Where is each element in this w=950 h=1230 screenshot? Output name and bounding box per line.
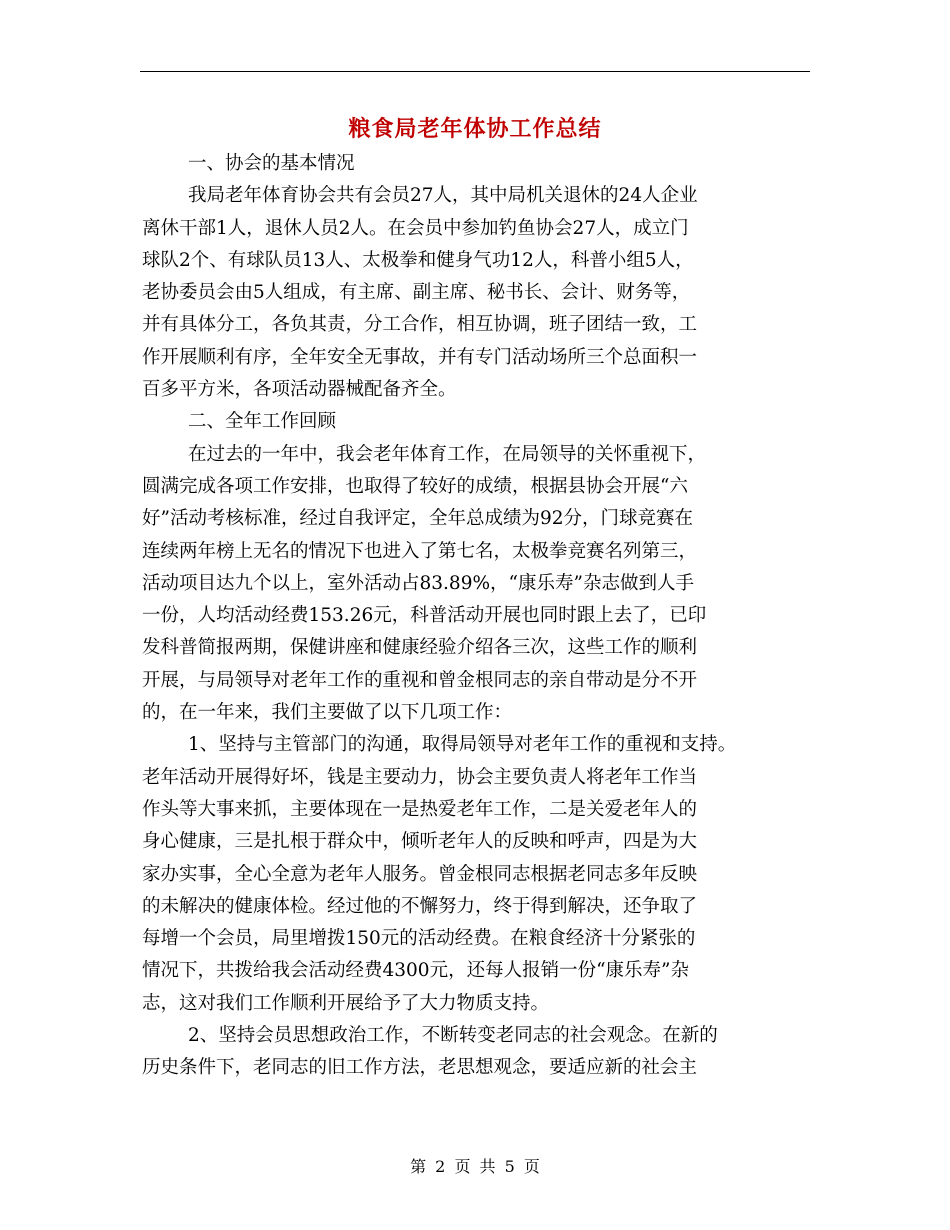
text-line: 我局老年体育协会共有会员27人，其中局机关退休的24人企业 bbox=[188, 185, 698, 207]
text-line: 并有具体分工，各负其责，分工合作，相互协调，班子团结一致，工 bbox=[142, 314, 698, 336]
text-line: 百多平方米，各项活动器械配备齐全。 bbox=[142, 379, 457, 401]
text-line: 老年活动开展得好坏，钱是主要动力，协会主要负责人将老年工作当 bbox=[142, 766, 698, 788]
text-line: 离休干部1人，退休人员2人。在会员中参加钓鱼协会27人，成立门 bbox=[142, 217, 689, 239]
text-line: 作头等大事来抓，主要体现在一是热爱老年工作，二是关爱老年人的 bbox=[142, 798, 698, 820]
document-body bbox=[142, 148, 822, 1085]
text-line: 的，在一年来，我们主要做了以下几项工作： bbox=[142, 702, 513, 724]
text-line: 在过去的一年中，我会老年体育工作，在局领导的关怀重视下， bbox=[188, 443, 707, 465]
text-line: 一份，人均活动经费153.26元，科普活动开展也同时跟上去了，已印 bbox=[142, 605, 707, 627]
header-rule bbox=[140, 71, 810, 72]
text-line: 家办实事，全心全意为老年人服务。曾金根同志根据老同志多年反映 bbox=[142, 863, 698, 885]
document-title: 粮食局老年体协工作总结 bbox=[348, 116, 602, 142]
text-line: 连续两年榜上无名的情况下也进入了第七名，太极拳竞赛名列第三， bbox=[142, 540, 698, 562]
text-line: 情况下，共拨给我会活动经费4300元，还每人报销一份“康乐寿”杂 bbox=[142, 960, 689, 982]
text-line: 志，这对我们工作顺利开展给予了大力物质支持。 bbox=[142, 992, 550, 1014]
text-line: 的未解决的健康体检。经过他的不懈努力，终于得到解决，还争取了 bbox=[142, 895, 698, 917]
text-line: 一、协会的基本情况 bbox=[188, 153, 355, 174]
text-line: 身心健康，三是扎根于群众中，倾听老年人的反映和呼声，四是为大 bbox=[142, 831, 698, 853]
text-line: 球队2个、有球队员13人、太极拳和健身气功12人，科普小组5人， bbox=[142, 249, 694, 271]
text-line: 每增一个会员，局里增拨150元的活动经费。在粮食经济十分紧张的 bbox=[142, 928, 696, 950]
text-line: 历史条件下，老同志的旧工作方法，老思想观念，要适应新的社会主 bbox=[142, 1057, 698, 1079]
text-line: 二、全年工作回顾 bbox=[188, 411, 337, 433]
text-line: 1、坚持与主管部门的沟通，取得局领导对老年工作的重视和支持。 bbox=[188, 734, 737, 756]
text-line: 2、坚持会员思想政治工作，不断转变老同志的社会观念。在新的 bbox=[188, 1025, 718, 1047]
text-line: 圆满完成各项工作安排，也取得了较好的成绩，根据县协会开展“六 bbox=[142, 475, 688, 497]
text-line: 开展，与局领导对老年工作的重视和曾金根同志的亲自带动是分不开 bbox=[142, 669, 698, 691]
text-line: 活动项目达九个以上，室外活动占83.89%，“康乐寿”杂志做到人手 bbox=[142, 572, 694, 594]
page-footer: 第 2 页 共 5 页 bbox=[410, 1157, 540, 1176]
text-line: 好”活动考核标准，经过自我评定，全年总成绩为92分，门球竞赛在 bbox=[142, 508, 694, 530]
text-line: 作开展顺利有序，全年安全无事故，并有专门活动场所三个总面积一 bbox=[142, 346, 698, 368]
text-line: 老协委员会由5人组成，有主席、副主席、秘书长、会计、财务等， bbox=[142, 282, 691, 304]
text-line: 发科普简报两期，保健讲座和健康经验介绍各三次，这些工作的顺利 bbox=[142, 637, 698, 659]
